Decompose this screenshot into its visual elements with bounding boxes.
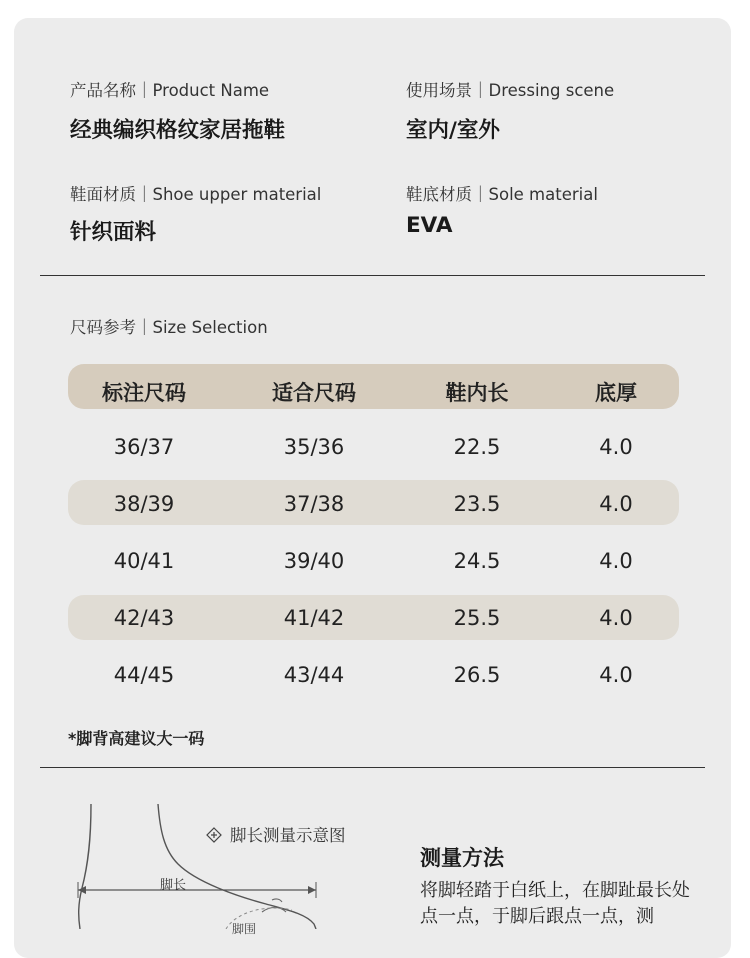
- measure-method-title: 测量方法: [420, 846, 504, 870]
- table-cell: 23.5: [453, 492, 501, 516]
- product-name-label: 产品名称｜Product Name: [70, 81, 270, 100]
- size-note: *脚背高建议大一码: [68, 729, 205, 748]
- table-cell: 4.0: [599, 435, 633, 459]
- sole-material-label: 鞋底材质｜Sole material: [406, 185, 598, 204]
- table-cell: 38/39: [113, 492, 175, 516]
- upper-material-value: 针织面料: [70, 220, 157, 245]
- dressing-scene-label: 使用场景｜Dressing scene: [406, 81, 615, 100]
- measure-method-text: 将脚轻踏于白纸上，在脚趾最长处点一点，于脚后跟点一点，测: [420, 880, 690, 927]
- dressing-scene-value: 室内/室外: [406, 118, 500, 143]
- sole-material-value: EVA: [406, 213, 453, 238]
- table-cell: 4.0: [599, 549, 633, 573]
- table-cell: 37/38: [283, 492, 345, 516]
- table-cell: 42/43: [113, 606, 175, 630]
- table-cell: 25.5: [453, 606, 501, 630]
- table-cell: 4.0: [599, 663, 633, 687]
- column-header: 鞋内长: [445, 381, 509, 405]
- table-cell: 4.0: [599, 492, 633, 516]
- table-cell: 35/36: [283, 435, 345, 459]
- product-name-value: 经典编织格纹家居拖鞋: [70, 118, 286, 143]
- table-cell: 44/45: [113, 663, 175, 687]
- divider: [40, 767, 705, 768]
- table-cell: 43/44: [283, 663, 345, 687]
- size-section-label: 尺码参考｜Size Selection: [70, 318, 268, 337]
- table-cell: 22.5: [453, 435, 501, 459]
- table-cell: 40/41: [113, 549, 175, 573]
- diagram-caption-text: 脚长测量示意图: [230, 826, 346, 845]
- diamond-plus-icon: [206, 827, 222, 843]
- diagram-caption: [206, 822, 346, 846]
- table-cell: 41/42: [283, 606, 345, 630]
- table-cell: 4.0: [599, 606, 633, 630]
- foot-girth-label: 脚围: [232, 922, 257, 936]
- table-cell: 39/40: [283, 549, 345, 573]
- foot-length-label: 脚长: [160, 878, 187, 893]
- column-header: 标注尺码: [102, 381, 186, 405]
- column-header: 底厚: [595, 381, 637, 405]
- foot-measurement-diagram: [66, 800, 336, 929]
- upper-material-label: 鞋面材质｜Shoe upper material: [70, 185, 322, 204]
- divider: [40, 275, 705, 276]
- table-cell: 36/37: [113, 435, 175, 459]
- table-cell: 24.5: [453, 549, 501, 573]
- column-header: 适合尺码: [272, 381, 356, 405]
- table-cell: 26.5: [453, 663, 501, 687]
